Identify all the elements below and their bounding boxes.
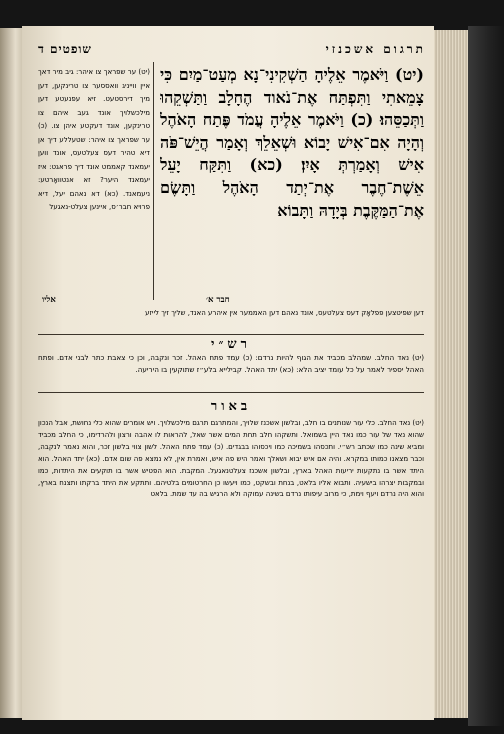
biur-heading: באור [210, 399, 252, 414]
section-rule [38, 334, 424, 335]
section-rule [38, 392, 424, 393]
targum-translation-column: (יט) ער שפראך צו איהר: גיב מיר דאך איין ווייניג וואססער צו טרינקען, דען מיך דירסטעט. זיא עפנעטע דען מילכשלויך אונד געב איהם צו טרינקען, אונד דעקטע איהן צו. (כ) ער שפראך צו איהר: שטעללע דיך אן דיא טהיר דעס צעלטעס, אונד ווען יעמאנד קאממט אונד דיך פראגט: איז יעמאנד היער? זא אנטוואָרטע: ניעמאנד. (כא) דא נאהם יעל, דיא פרויא חבר׳ס, איינען צעלט-נאגעל [38, 68, 150, 211]
previous-page-edge [0, 28, 23, 718]
rashi-heading: רש״י [211, 337, 251, 352]
catchword-line [38, 294, 424, 308]
rashi-commentary: (יט) נאד החלב. שמהלב מכביד את הגוף להיות נרדם: (כ) עמד פתח האהל. זכר ונקבה, וכן כי צאבת כתר לבני אדם. ופתח האהל יספיר לאמר על כל עומד יציב הלא: (כא) יתד האהל. קבילייא בלע״ז שתוקעין בו היריעה. [38, 353, 424, 374]
targum-continuation: דען שפיטצען פפלאָק דעס צעלטעס, אונד נאהם דען האממער אין איהרע האנד, שליך זיך לייזע [145, 309, 424, 317]
catchword: אליו [42, 295, 56, 305]
column-divider [153, 62, 154, 300]
page-block-edges [434, 30, 470, 718]
signature-mark: חבר א׳ [206, 295, 230, 305]
biur-commentary: (יט) נאד החלב. כלי עור שנותנים בו חלב, ובלשון אשכנז שלויך, והמתרגם תרגם מילכשלויך. ויש אומרים שהוא כלי נחושת, אבל הנכון שהוא נאד של עור כמו נאד היין בשמואל. ותשקהו חלב תחת המים אשר שאל, להראות לו אהבה ורצון ולהרדימו, כי החלב מכביד ומביא שינה כמו שכתב רש״י. ותכסהו בשמיכה כמו ויכסוהו בבגדים. (כ) עמד פתח האהל. לשון צווי בלשון זכר, והוא נאמר לנקבה, וכבר מצאנו כמותו במקרא. והיה אם איש יבוא ושאלך ואמר היש פה איש, ואמרת אין, לא נמצא פה שום אדם. (כא) יתד האהל. הוא היתד אשר בו נתקעות יריעות האהל בארץ, ובלשון אשכנז צעלטנאגעל. המקבת. הוא הפטיש אשר בו תוקעים את היתדות, כמו ובמקבות יצרהו בישעיה. ותבוא אליו בלאט, בנחת ובשקט, כמו ויעשו כן החרטומים בלטיהם. ותתקע את היתד ברקתו ותצנח בארץ, והוא היה נרדם ויעף וימת, כי מרוב עיפותו נרדם בשינה עמוקה ולא הרגיש בה עד שמת. בלאט [38, 419, 424, 499]
biblical-text-column: (יט) וַיֹּאמֶר אֵלֶיהָ הַשְׁקִינִי־נָא מְעַט־מַיִם כִּי צָמֵאתִי וַתִּפְתַּח אֶת־נֹאוד הֶחָלָב וַתַּשְׁקֵהוּ וַתְּכַסֵּהוּ׃ (כ) וַיֹּאמֶר אֵלֶיהָ עֲמֹד פֶּתַח הָאֹהֶל וְהָיָה אִם־אִישׁ יָבוֹא וּשְׁאֵלֵךְ וְאָמַר הֲיֵשׁ־פֹּה אִישׁ וְאָמַרְתְּ אָיִן׃ (כא) וַתִּקַּח יָעֵל אֵשֶׁת־חֶבֶר אֶת־יְתַד הָאֹהֶל וַתָּשֶׂם אֶת־הַמַּקֶּבֶת בְּיָדָהּ וַתָּבוֹא [160, 65, 424, 220]
book-chapter-title: שופטים ד [38, 42, 92, 56]
targum-column-title: תרגום אשכנזי [325, 42, 426, 56]
book-cover [468, 26, 504, 726]
running-header [38, 42, 426, 62]
